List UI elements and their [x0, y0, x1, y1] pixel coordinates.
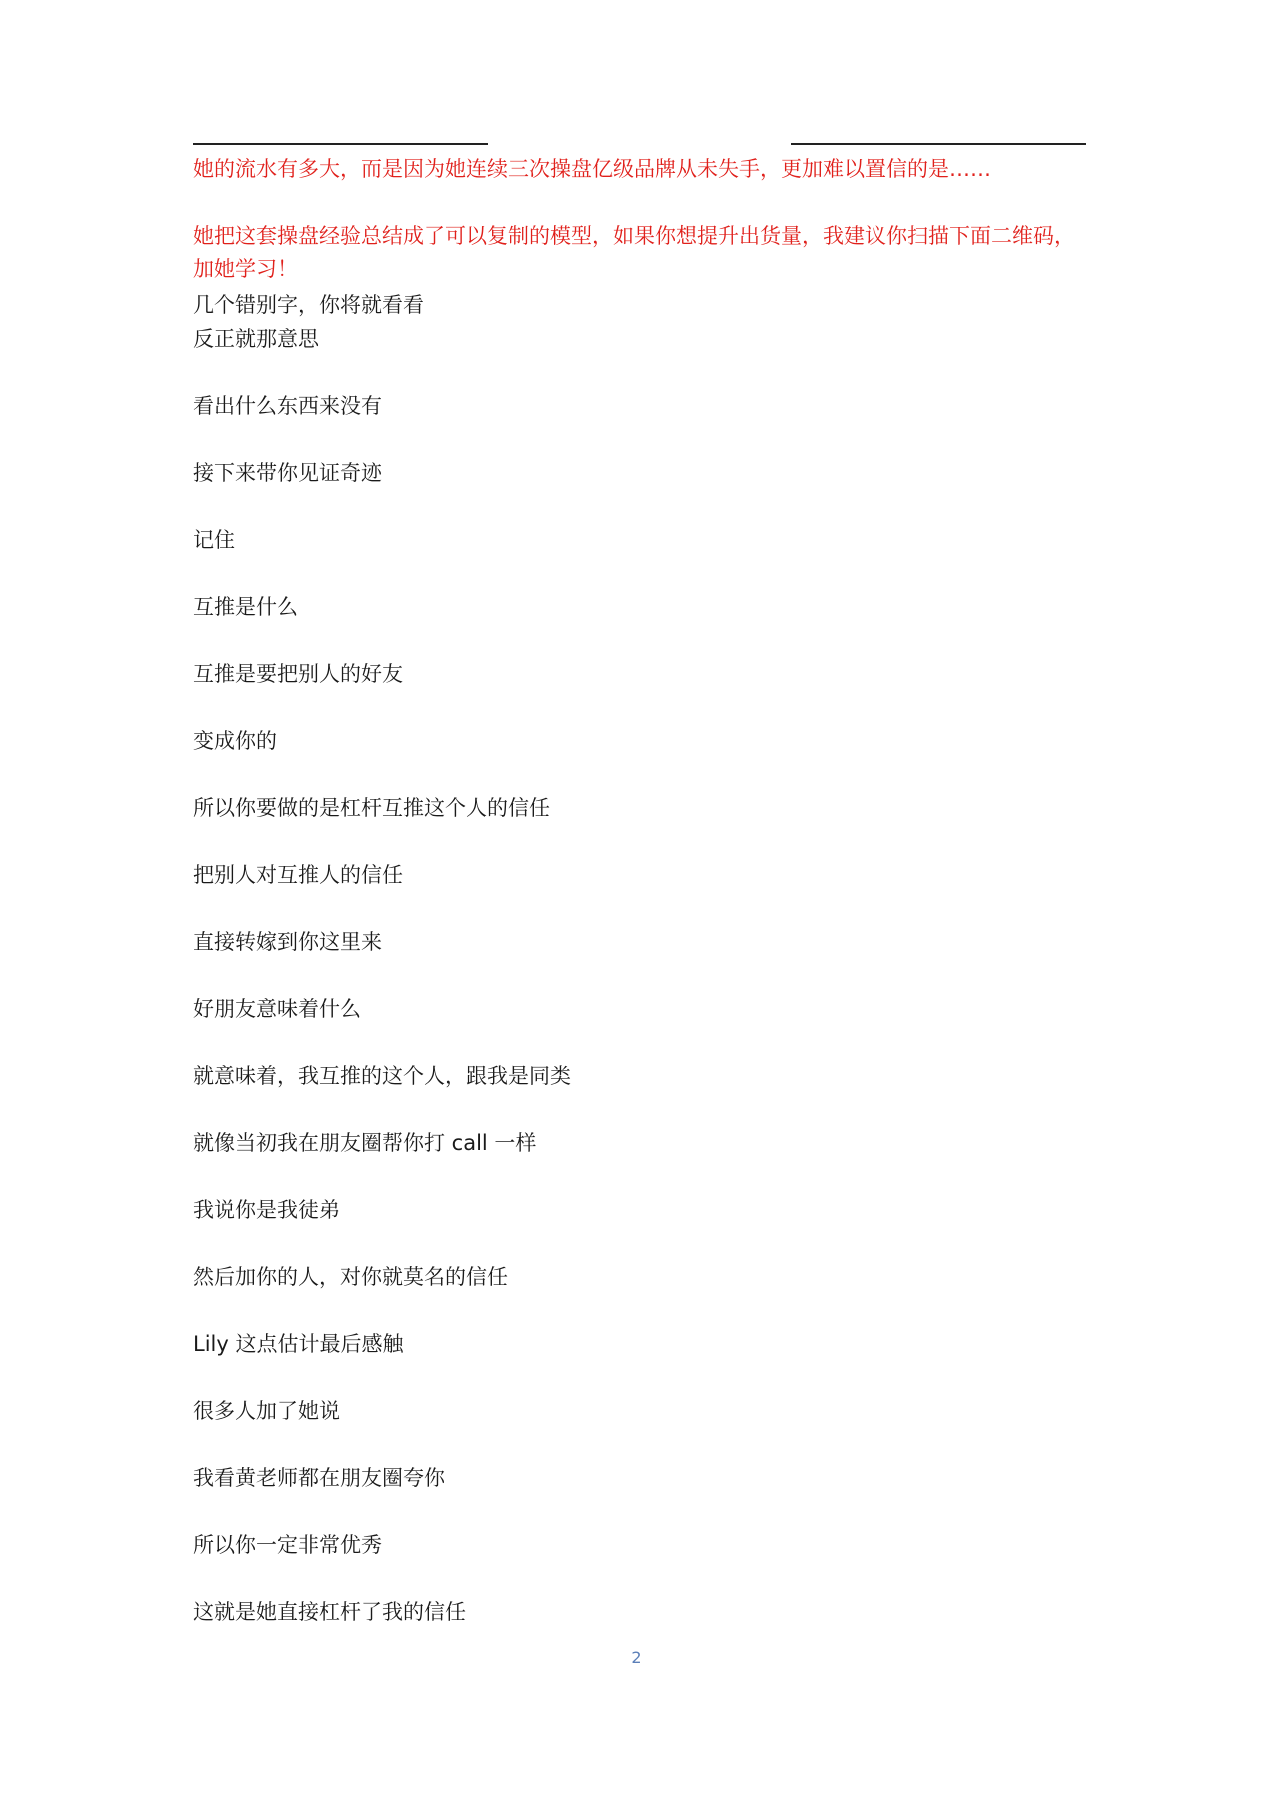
body-line: 互推是要把别人的好友 — [193, 662, 403, 686]
highlight-paragraph: 她的流水有多大，而是因为她连续三次操盘亿级品牌从未失手，更加难以置信的是…… — [193, 157, 991, 181]
body-line: 反正就那意思 — [193, 327, 319, 351]
header-rule-left — [193, 143, 488, 145]
body-line: 就像当初我在朋友圈帮你打 call 一样 — [193, 1131, 537, 1155]
body-line: 我看黄老师都在朋友圈夸你 — [193, 1466, 445, 1490]
body-line: 所以你一定非常优秀 — [193, 1533, 382, 1557]
highlight-block — [193, 153, 1093, 286]
body-line: 把别人对互推人的信任 — [193, 863, 403, 887]
body-line: 互推是什么 — [193, 595, 298, 619]
body-line: 然后加你的人，对你就莫名的信任 — [193, 1265, 508, 1289]
body-line: 好朋友意味着什么 — [193, 997, 361, 1021]
body-line: 记住 — [193, 528, 235, 552]
highlight-paragraph: 她把这套操盘经验总结成了可以复制的模型，如果你想提升出货量，我建议你扫描下面二维码，加她学习！ — [193, 224, 1075, 281]
body-line: 几个错别字，你将就看看 — [193, 293, 424, 317]
body-line: 所以你要做的是杠杆互推这个人的信任 — [193, 796, 550, 820]
body-line: 看出什么东西来没有 — [193, 394, 382, 418]
body-line: 接下来带你见证奇迹 — [193, 461, 382, 485]
body-line: 就意味着，我互推的这个人，跟我是同类 — [193, 1064, 571, 1088]
body-line: 变成你的 — [193, 729, 277, 753]
body-line: 这就是她直接杠杆了我的信任 — [193, 1600, 466, 1624]
body-line: Lily 这点估计最后感触 — [193, 1332, 404, 1356]
body-line: 直接转嫁到你这里来 — [193, 930, 382, 954]
body-line: 很多人加了她说 — [193, 1399, 340, 1423]
body-line: 我说你是我徒弟 — [193, 1198, 340, 1222]
page-number: 2 — [631, 1648, 642, 1667]
header-rule-right — [791, 143, 1086, 145]
